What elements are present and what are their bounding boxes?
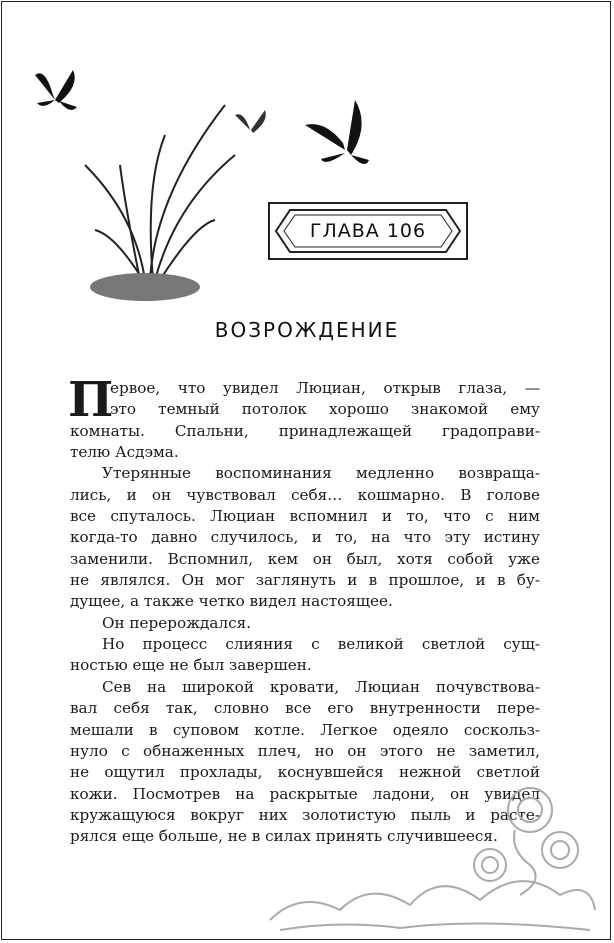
text-line: заменили. Вспомнил, кем он был, хотя собой уже [70, 549, 540, 568]
text-line: Он перерождался. [102, 613, 252, 632]
orchid-grass [85, 105, 235, 280]
text-line: Сев на широкой кровати, Люциан почувствова- [102, 677, 540, 696]
text-line: дущее, а также четко видел настоящее. [70, 592, 393, 611]
chapter-title: ВОЗРОЖДЕНИЕ [214, 318, 400, 342]
text-line: нуло с обнаженных плеч, но он этого не заметил, [70, 741, 540, 760]
grass-mound [90, 273, 200, 301]
text-line: телю Асдэма. [70, 443, 179, 462]
text-line: комнаты. Спальни, принадлежащей градоправи- [70, 421, 540, 440]
butterfly-icon [305, 100, 369, 164]
text-line: мешали в суповом котле. Легкое одеяло соскольз- [70, 720, 540, 739]
cloud-ornament [260, 770, 600, 940]
text-line: лись, и он чувствовал себя… кошмарно. В голове [70, 485, 540, 504]
text-line: когда-то давно случилось, и то, на что эту истину [70, 528, 540, 547]
text-line: кожи. Посмотрев на раскрытые ладони, он увидел [70, 784, 540, 803]
chapter-number: ГЛАВА 106 [309, 220, 427, 242]
butterfly-icon [35, 70, 77, 110]
text-line: не ощутил прохлады, коснувшейся нежной светлой [70, 763, 540, 782]
chapter-badge [268, 202, 468, 260]
text-line: вал себя так, словно все его внутренности пере- [70, 699, 540, 718]
text-line: это темный потолок хорошо знакомой ему [110, 400, 540, 419]
orchid-butterflies-illustration [25, 55, 385, 315]
text-line: ервое, что увидел Люциан, открыв глаза, — [110, 379, 540, 397]
text-line: кружащуюся вокруг них золотистую пыль и расте- [70, 805, 540, 824]
text-line: Но процесс слияния с великой светлой сущ- [102, 635, 540, 654]
drop-cap: П [68, 372, 114, 428]
butterfly-icon [235, 110, 266, 133]
text-line: не являлся. Он мог заглянуть и в прошлое, и в бу- [70, 571, 540, 590]
text-line: все спуталось. Люциан вспомнил и то, что с ним [70, 507, 540, 526]
text-line: Утерянные воспоминания медленно возвраща- [102, 464, 540, 483]
text-line: рялся еще больше, не в силах принять случившееся. [70, 827, 498, 846]
text-line: ностью еще не был завершен. [70, 656, 312, 675]
